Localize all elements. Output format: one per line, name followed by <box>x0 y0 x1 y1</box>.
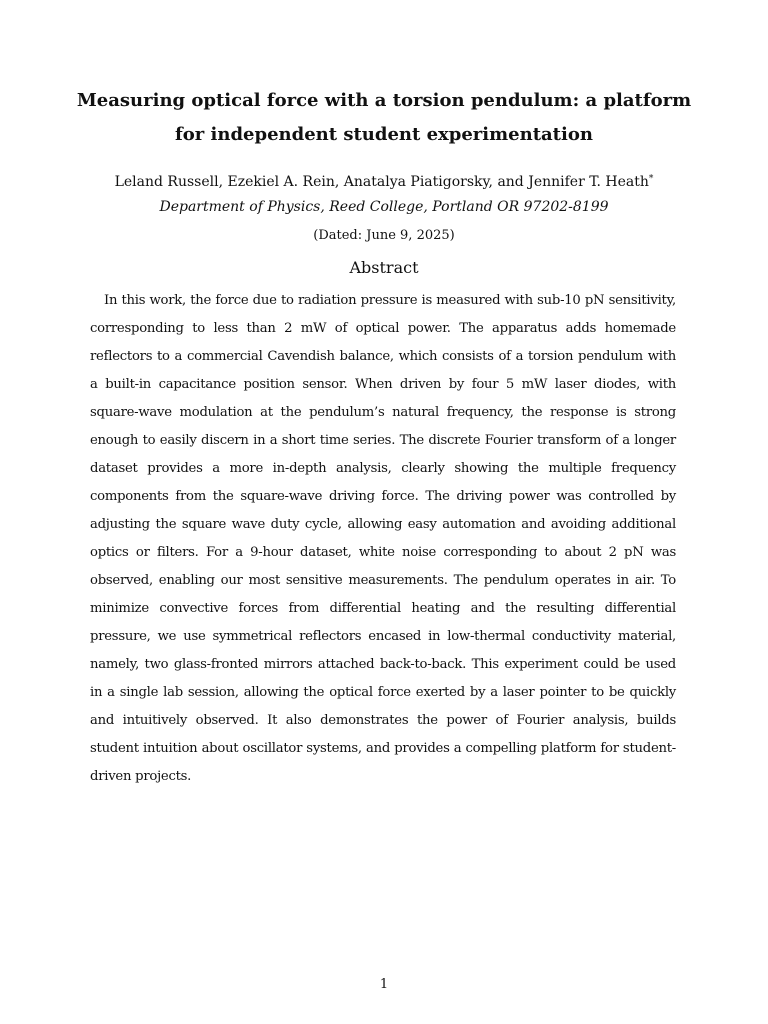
page-number: 1 <box>379 977 389 992</box>
affiliation: Department of Physics, Reed College, Portland OR 97202-8199 <box>159 199 609 215</box>
corresponding-author-mark: * <box>648 174 654 184</box>
author-list <box>60 169 708 192</box>
abstract-heading: Abstract <box>349 258 419 277</box>
author-names: Leland Russell, Ezekiel A. Rein, Anatalya Piatigorsky, and Jennifer T. Heath <box>114 174 649 190</box>
paper-title: Measuring optical force with a torsion pendulum: a platform for independent student experimentation <box>76 90 692 145</box>
abstract-text: In this work, the force due to radiation pressure is measured with sub-10 pN sensitivity, corresponding to less than 2 mW of optical power. The apparatus adds homemade reflectors to a commercial Cavendish balance, which consists of a torsion pendulum with a built-in capacitance position sensor. When driven by four 5 mW laser diodes, with square-wave modulation at the pendulum’s natural frequency, the response is strong enough to easily discern in a short time series. The discrete Fourier transform of a longer dataset provides a more in-depth analysis, clearly showing the multiple frequency components from the square-wave driving force. The driving power was controlled by adjusting the square wave duty cycle, allowing easy automation and avoiding additional optics or filters. For a 9-hour dataset, white noise corresponding to about 2 pN was observed, enabling our most sensitive measurements. The pendulum operates in air. To minimize convective forces from differential heating and the resulting differential pressure, we use symmetrical reflectors encased in low-thermal conductivity material, namely, two glass-fronted mirrors attached back-to-back. This experiment could be used in a single lab session, allowing the optical force exerted by a laser pointer to be quickly and intuitively observed. It also demonstrates the power of Fourier analysis, builds student intuition about oscillator systems, and provides a compelling platform for student-driven projects. <box>90 293 676 784</box>
date-line: (Dated: June 9, 2025) <box>313 228 455 243</box>
